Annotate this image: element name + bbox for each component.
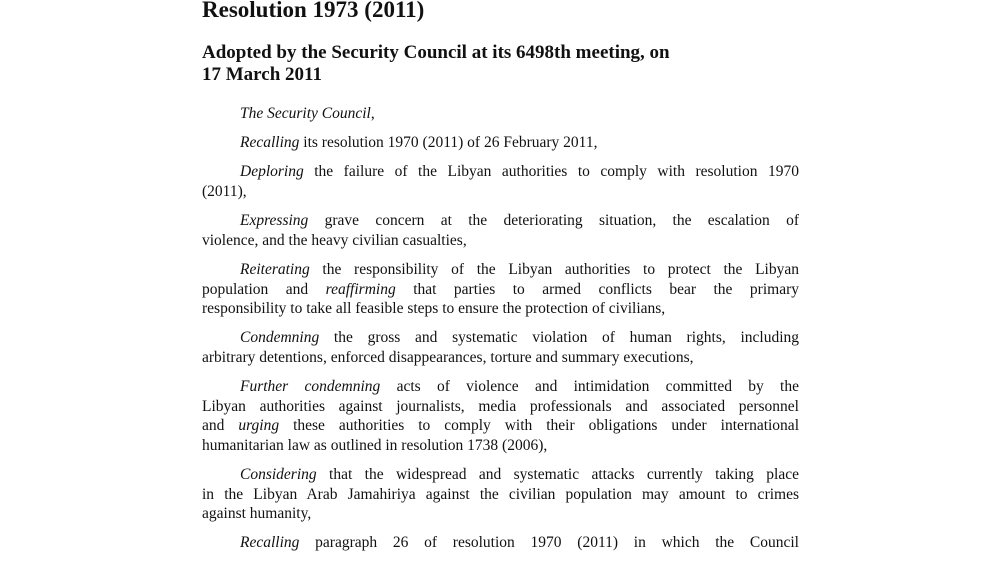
- paragraph-considering: [202, 465, 799, 524]
- text-line: Further condemning acts of violence and intimidation committed by the: [240, 378, 799, 396]
- emphasis: reaffirming: [325, 280, 396, 298]
- text-line: Condemning the gross and systematic violation of human rights, including: [240, 329, 799, 347]
- text-line: violence, and the heavy civilian casualties,: [202, 231, 467, 249]
- paragraph-reiterating: [202, 260, 799, 319]
- text-line: Reiterating the responsibility of the Libyan authorities to protect the Libyan: [240, 260, 799, 278]
- document-body: [202, 104, 799, 563]
- text-line: (2011),: [202, 182, 247, 200]
- emphasis: The Security Council: [240, 105, 371, 122]
- emphasis: urging: [238, 417, 280, 435]
- text-line: Recalling paragraph 26 of resolution 1970 (2011) in which the Council: [240, 534, 799, 552]
- text-line: responsibility to take all feasible steps to ensure the protection of civilians,: [202, 300, 666, 318]
- paragraph-deploring: [202, 162, 799, 201]
- text-line: humanitarian law as outlined in resolution 1738 (2006),: [202, 436, 548, 454]
- text-line: Deploring the failure of the Libyan authorities to comply with resolution 1970: [240, 163, 799, 181]
- text-line: Expressing grave concern at the deteriorating situation, the escalation of: [240, 212, 799, 230]
- text-line: population and reaffirming that parties to armed conflicts bear the primary: [202, 280, 799, 298]
- emphasis: Recalling: [240, 134, 300, 152]
- resolution-title: Resolution 1973 (2011): [202, 0, 425, 22]
- emphasis: Condemning: [240, 329, 320, 347]
- text-line: Considering that the widespread and systematic attacks currently taking place: [240, 466, 799, 484]
- emphasis: Deploring: [240, 163, 304, 181]
- text-line: arbitrary detentions, enforced disappearances, torture and summary executions,: [202, 348, 694, 366]
- paragraph-condemning: [202, 328, 799, 367]
- text-line: in the Libyan Arab Jamahiriya against the civilian population may amount to crimes: [202, 485, 799, 503]
- emphasis: Recalling: [240, 534, 300, 552]
- emphasis: Considering: [240, 466, 317, 484]
- text-line: against humanity,: [202, 505, 312, 523]
- text-line: Recalling its resolution 1970 (2011) of 26 February 2011,: [240, 134, 598, 152]
- text-line: and urging these authorities to comply with their obligations under international: [202, 417, 799, 435]
- emphasis: Further condemning: [240, 378, 381, 396]
- text-line: Libyan authorities against journalists, media professionals and associated personnel: [202, 397, 799, 415]
- paragraph-security-council: [202, 104, 799, 124]
- text-line: The Security Council,: [240, 105, 375, 122]
- adoption-subtitle: [202, 42, 670, 86]
- paragraph-recalling: [202, 133, 799, 153]
- paragraph-recalling-26: [202, 533, 799, 553]
- subtitle-line: Adopted by the Security Council at its 6498th meeting, on: [202, 42, 670, 63]
- emphasis: Expressing: [240, 212, 309, 230]
- paragraph-expressing: [202, 211, 799, 250]
- paragraph-further-condemning: [202, 377, 799, 455]
- emphasis: Reiterating: [240, 260, 310, 278]
- subtitle-line: 17 March 2011: [202, 64, 322, 85]
